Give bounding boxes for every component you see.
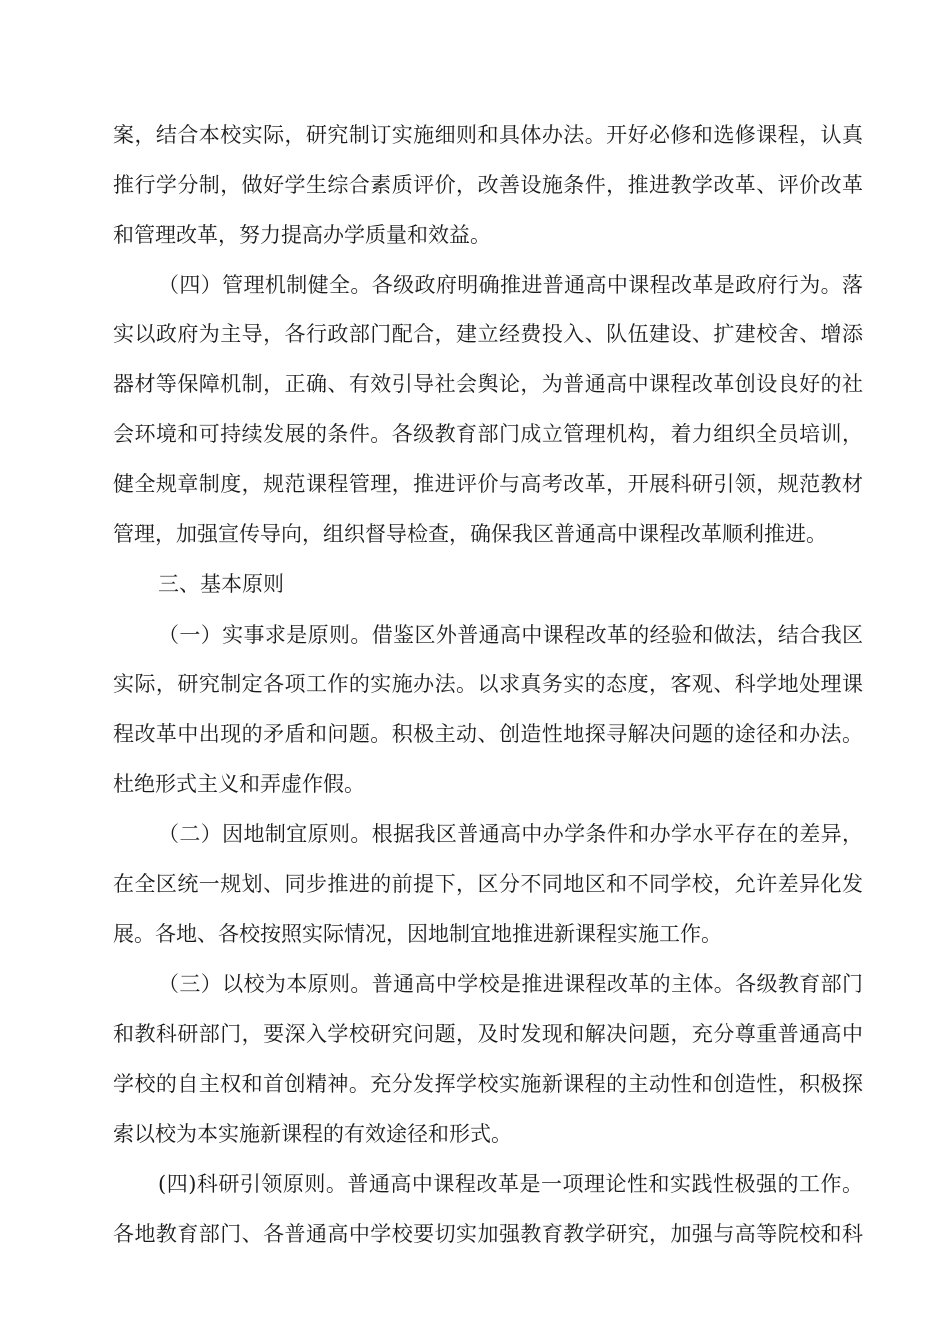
text-line: 在全区统一规划、同步推进的前提下，区分不同地区和不同学校，允许差异化发 — [113, 872, 863, 896]
text-line: 展。各地、各校按照实际情况，因地制宜地推进新课程实施工作。 — [113, 922, 722, 946]
text-line: 杜绝形式主义和弄虚作假。 — [113, 772, 365, 796]
text-line: 程改革中出现的矛盾和问题。积极主动、创造性地探寻解决问题的途径和办法。 — [113, 722, 863, 746]
text-line: （二）因地制宜原则。根据我区普通高中办学条件和办学水平存在的差异， — [158, 822, 863, 846]
text-line: (四)科研引领原则。普通高中课程改革是一项理论性和实践性极强的工作。 — [158, 1172, 863, 1196]
text-line: 器材等保障机制，正确、有效引导社会舆论，为普通高中课程改革创设良好的社 — [113, 372, 863, 396]
text-line: 和管理改革，努力提高办学质量和效益。 — [113, 223, 491, 247]
text-line: 各地教育部门、各普通高中学校要切实加强教育教学研究，加强与高等院校和科 — [113, 1222, 863, 1246]
text-line: 索以校为本实施新课程的有效途径和形式。 — [113, 1122, 512, 1146]
text-line: 实际，研究制定各项工作的实施办法。以求真务实的态度，客观、科学地处理课 — [113, 672, 863, 696]
section-heading: 三、基本原则 — [158, 572, 284, 596]
text-line: 实以政府为主导，各行政部门配合，建立经费投入、队伍建设、扩建校舍、增添 — [113, 322, 863, 346]
text-line: 会环境和可持续发展的条件。各级教育部门成立管理机构，着力组织全员培训， — [113, 422, 863, 446]
text-line: （四）管理机制健全。各级政府明确推进普通高中课程改革是政府行为。落 — [158, 273, 863, 297]
text-line: 健全规章制度，规范课程管理，推进评价与高考改革，开展科研引领，规范教材 — [113, 472, 863, 496]
text-line: 管理，加强宣传导向，组织督导检查，确保我区普通高中课程改革顺利推进。 — [113, 522, 827, 546]
text-line: （一）实事求是原则。借鉴区外普通高中课程改革的经验和做法，结合我区 — [158, 623, 863, 647]
text-line: 和教科研部门，要深入学校研究问题，及时发现和解决问题，充分尊重普通高中 — [113, 1022, 863, 1046]
text-line: 推行学分制，做好学生综合素质评价，改善设施条件，推进教学改革、评价改革 — [113, 173, 863, 197]
text-line: （三）以校为本原则。普通高中学校是推进课程改革的主体。各级教育部门 — [158, 972, 863, 996]
text-line: 学校的自主权和首创精神。充分发挥学校实施新课程的主动性和创造性，积极探 — [113, 1072, 863, 1096]
text-line: 案，结合本校实际，研究制订实施细则和具体办法。开好必修和选修课程，认真 — [113, 123, 863, 147]
